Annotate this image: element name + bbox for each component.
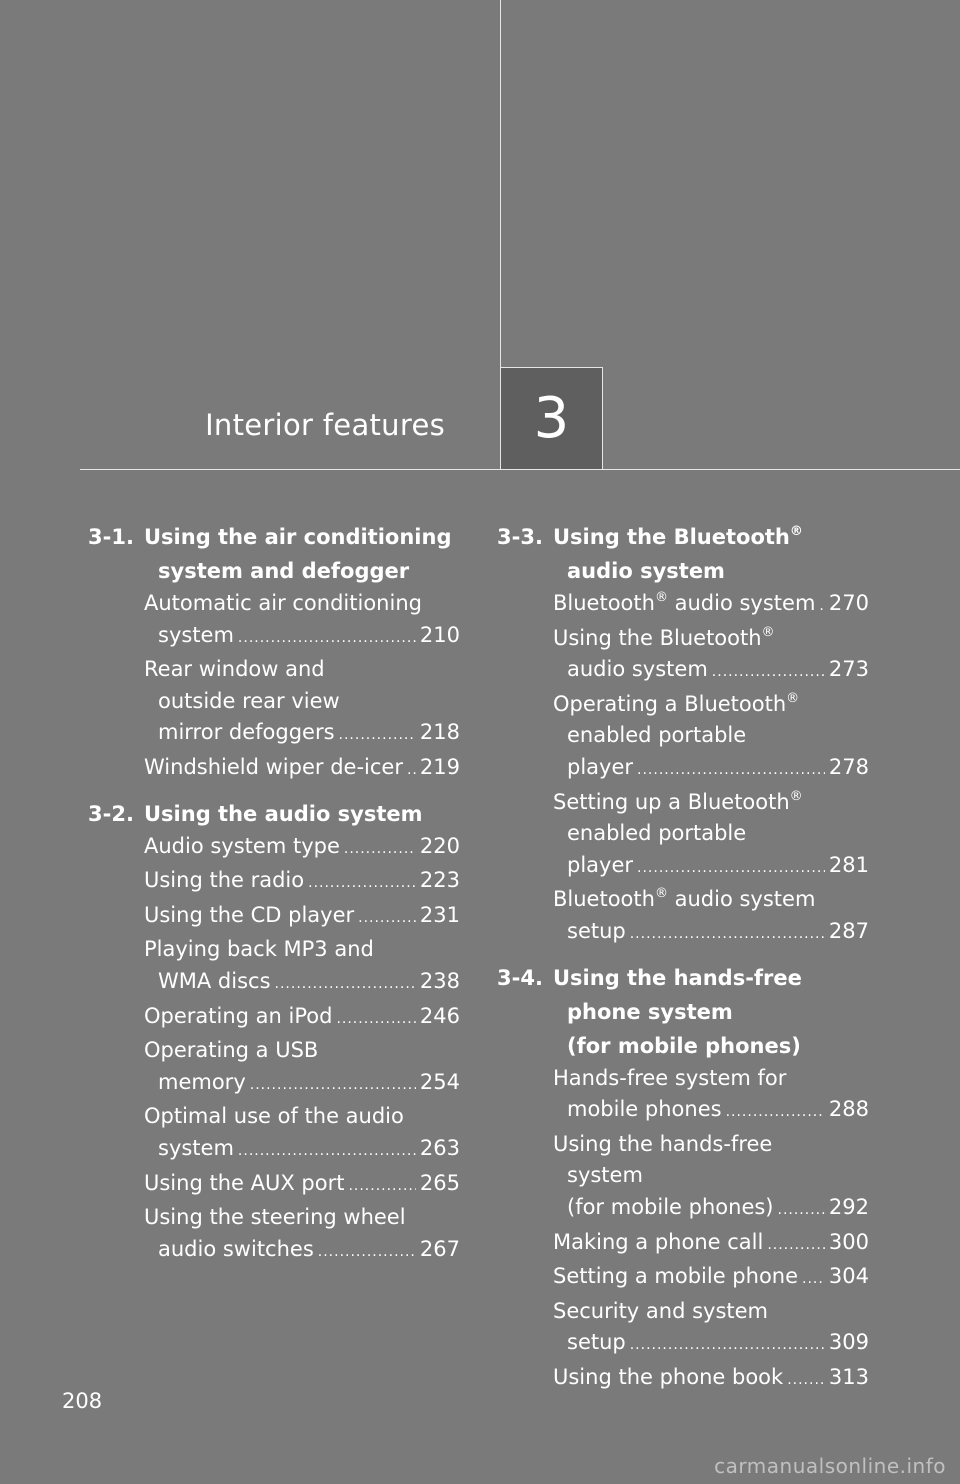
entry-page-number: 300 [828, 1229, 869, 1254]
section-title-line: phone system [567, 999, 733, 1024]
entry-last-line [144, 865, 460, 900]
entry-page-number: 288 [828, 1097, 869, 1122]
section-heading[interactable] [88, 520, 460, 588]
entry-text-line: Bluetooth® audio system [553, 886, 816, 912]
section-title-line: (for mobile phones) [567, 1033, 801, 1058]
toc-entry[interactable] [144, 900, 460, 935]
entry-page-number: 267 [419, 1236, 460, 1261]
toc-section [497, 520, 869, 951]
entry-last-line [144, 620, 460, 655]
entry-page-number: 254 [419, 1069, 460, 1094]
entry-last-line [144, 900, 460, 935]
entry-page-number: 219 [419, 754, 460, 779]
entry-page-number: 292 [828, 1194, 869, 1219]
dot-leader [637, 853, 825, 885]
page-number: 208 [62, 1389, 103, 1413]
entry-text-line: outside rear view [158, 688, 340, 713]
entry-text: Bluetooth® audio system [553, 590, 816, 615]
toc-entry[interactable] [553, 884, 869, 950]
entry-page-number: 231 [419, 902, 460, 927]
dot-leader [819, 591, 824, 623]
entry-text: Using the CD player [144, 902, 355, 927]
entry-last-line [144, 717, 460, 752]
entry-page-number: 218 [419, 720, 460, 745]
divider-horizontal [80, 469, 960, 470]
entry-text-line: Automatic air conditioning [144, 591, 422, 615]
toc-column-right [497, 520, 869, 1406]
entry-text: player [567, 754, 634, 779]
dot-leader [630, 919, 825, 951]
toc-entry[interactable] [144, 752, 460, 787]
section-title [144, 797, 423, 831]
entry-text: mirror defoggers [158, 720, 335, 745]
entry-text: audio system [567, 657, 708, 682]
toc-section [497, 961, 869, 1397]
entry-text: setup [567, 1330, 626, 1355]
section-heading[interactable] [88, 797, 460, 831]
dot-leader [275, 969, 416, 1001]
section-title-line: Using the Bluetooth® [553, 524, 803, 549]
entry-text-line: Optimal use of the audio [144, 1104, 404, 1129]
toc-entry[interactable] [144, 831, 460, 866]
dot-leader [802, 1264, 825, 1296]
entry-text-line: Operating a Bluetooth® [553, 690, 800, 716]
entry-text-line: enabled portable [567, 723, 747, 748]
dot-leader [778, 1195, 825, 1227]
entry-text-line: Using the hands-free [553, 1131, 773, 1156]
registered-mark: ® [789, 524, 803, 539]
entry-text: WMA discs [158, 968, 271, 993]
section-title [553, 520, 803, 588]
entry-last-line [553, 1327, 869, 1362]
watermark-text: carmanualsonline.info [714, 1454, 946, 1478]
section-title-line: Using the air conditioning [144, 525, 452, 549]
entry-text: Setting a mobile phone [553, 1264, 799, 1289]
registered-mark: ® [654, 590, 668, 605]
entry-last-line [553, 654, 869, 689]
toc-entry[interactable] [144, 1101, 460, 1167]
toc-entry[interactable] [553, 787, 869, 885]
entry-last-line [144, 1001, 460, 1036]
entry-page-number: 313 [828, 1364, 869, 1389]
divider-vertical [500, 0, 501, 368]
toc-entry[interactable] [553, 1063, 869, 1129]
chapter-title: Interior features [205, 408, 445, 442]
toc-entries [497, 588, 869, 951]
toc-entry[interactable] [144, 588, 460, 654]
entry-text: system [158, 622, 234, 647]
dot-leader [344, 834, 416, 866]
toc-entry[interactable] [144, 934, 460, 1000]
entry-last-line [553, 588, 869, 623]
toc-entry[interactable] [553, 588, 869, 623]
dot-leader [348, 1171, 415, 1203]
entry-page-number: 223 [419, 868, 460, 893]
dot-leader [250, 1070, 416, 1102]
toc-section [88, 520, 460, 787]
entry-last-line [144, 1168, 460, 1203]
toc-entry[interactable] [553, 1296, 869, 1362]
entry-text: Using the radio [144, 868, 305, 893]
entry-last-line [553, 1362, 869, 1397]
registered-mark: ® [789, 788, 803, 804]
section-title [144, 520, 451, 588]
entry-last-line [144, 1133, 460, 1168]
dot-leader [767, 1230, 825, 1262]
registered-mark: ® [786, 690, 800, 706]
entry-page-number: 210 [419, 622, 460, 647]
entry-text-line: Rear window and [144, 657, 325, 682]
dot-leader [308, 868, 416, 900]
entry-page-number: 309 [828, 1330, 869, 1355]
entry-text: Audio system type [144, 833, 340, 858]
toc-entries [88, 588, 460, 787]
entry-last-line [144, 1234, 460, 1269]
entry-text-line: system [567, 1163, 643, 1188]
entry-page-number: 287 [828, 918, 869, 943]
dot-leader [712, 657, 825, 689]
entry-page-number: 304 [828, 1264, 869, 1289]
entry-page-number: 246 [419, 1003, 460, 1028]
toc-entry[interactable] [144, 654, 460, 752]
dot-leader [339, 720, 416, 752]
entry-last-line [144, 1067, 460, 1102]
toc-section [88, 797, 460, 1269]
entry-text-line: Using the Bluetooth® [553, 624, 775, 650]
dot-leader [238, 623, 416, 655]
toc-entry[interactable] [553, 1129, 869, 1227]
section-title-line: system and defogger [158, 559, 410, 583]
entry-last-line [144, 966, 460, 1001]
entry-text-line: Operating a USB [144, 1038, 319, 1063]
section-title-line: Using the audio system [144, 801, 423, 826]
entry-text: (for mobile phones) [567, 1194, 774, 1219]
toc-entry[interactable] [553, 623, 869, 689]
entry-text: Operating an iPod [144, 1003, 333, 1028]
chapter-number-tab: 3 [500, 367, 603, 469]
entry-text-line: Using the steering wheel [144, 1205, 406, 1230]
entry-text: Making a phone call [553, 1229, 764, 1254]
entry-text: player [567, 852, 634, 877]
dot-leader [407, 755, 416, 787]
toc-column-left [88, 520, 460, 1278]
entry-last-line [553, 916, 869, 951]
section-number: 3-3. [497, 525, 543, 549]
entry-text: setup [567, 918, 626, 943]
entry-last-line [553, 850, 869, 885]
entry-page-number: 273 [828, 657, 869, 682]
toc-entry[interactable] [553, 1362, 869, 1397]
entry-text: audio switches [158, 1236, 314, 1261]
section-title [553, 961, 802, 1063]
entry-page-number: 281 [828, 852, 869, 877]
entry-text-line: Playing back MP3 and [144, 937, 374, 962]
entry-text: system [158, 1135, 234, 1160]
toc-entries [88, 831, 460, 1269]
dot-leader [637, 755, 825, 787]
entry-page-number: 265 [419, 1170, 460, 1195]
entry-text-line: enabled portable [567, 821, 747, 846]
toc-entry[interactable] [553, 1227, 869, 1262]
entry-text-line: Security and system [553, 1298, 769, 1323]
entry-last-line [144, 831, 460, 866]
dot-leader [318, 1237, 416, 1269]
registered-mark: ® [654, 886, 668, 902]
section-number: 3-4. [497, 965, 543, 990]
registered-mark: ® [761, 624, 775, 640]
entry-text: Using the phone book [553, 1364, 784, 1389]
section-title-line: audio system [567, 559, 725, 583]
entry-last-line [553, 1094, 869, 1129]
toc-entry[interactable] [144, 1035, 460, 1101]
toc-entry[interactable] [144, 1202, 460, 1268]
entry-text: mobile phones [567, 1097, 722, 1122]
entry-page-number: 263 [419, 1135, 460, 1160]
toc-entry[interactable] [144, 865, 460, 900]
entry-last-line [553, 1192, 869, 1227]
section-number: 3-1. [88, 525, 134, 549]
entry-last-line [144, 752, 460, 787]
entry-page-number: 238 [419, 968, 460, 993]
entry-page-number: 270 [828, 591, 869, 615]
entry-text: memory [158, 1069, 246, 1094]
dot-leader [336, 1004, 415, 1036]
dot-leader [238, 1136, 416, 1168]
dot-leader [726, 1097, 825, 1129]
dot-leader [630, 1330, 825, 1362]
entry-last-line [553, 1227, 869, 1262]
dot-leader [358, 903, 416, 935]
entry-text: Using the AUX port [144, 1170, 345, 1195]
entry-last-line [553, 1261, 869, 1296]
section-title-line: Using the hands-free [553, 965, 802, 990]
section-number: 3-2. [88, 801, 134, 826]
entry-text-line: Setting up a Bluetooth® [553, 788, 803, 814]
toc-entries [497, 1063, 869, 1397]
entry-page-number: 220 [419, 833, 460, 858]
section-heading[interactable] [497, 520, 869, 588]
toc-entry[interactable] [553, 689, 869, 787]
section-heading[interactable] [497, 961, 869, 1063]
toc-entry[interactable] [144, 1001, 460, 1036]
dot-leader [787, 1365, 825, 1397]
entry-text-line: Hands-free system for [553, 1065, 787, 1090]
entry-text: Windshield wiper de-icer [144, 754, 403, 779]
toc-entry[interactable] [553, 1261, 869, 1296]
toc-entry[interactable] [144, 1168, 460, 1203]
entry-last-line [553, 752, 869, 787]
entry-page-number: 278 [828, 754, 869, 779]
